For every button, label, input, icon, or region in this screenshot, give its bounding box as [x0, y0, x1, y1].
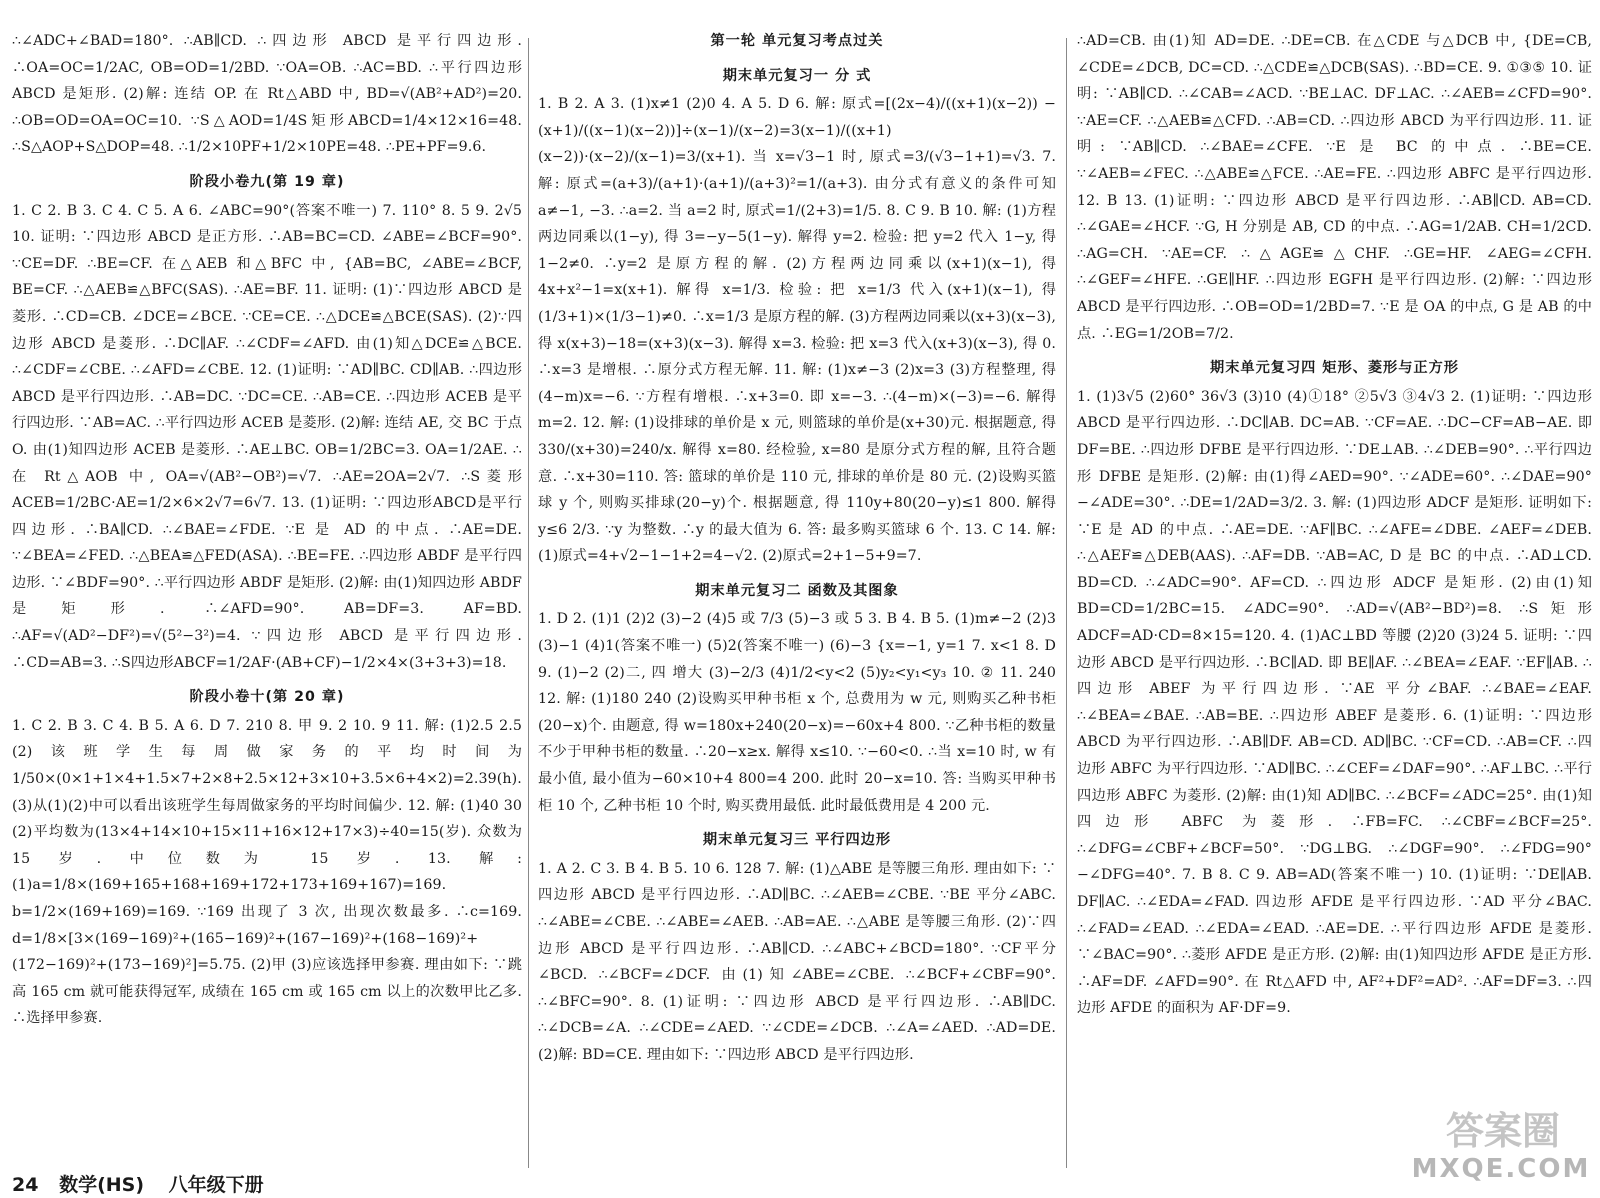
- section-heading: 期末单元复习三 平行四边形: [702, 832, 892, 849]
- section-heading: 期末单元复习一 分 式: [722, 67, 872, 84]
- section-heading: 阶段小卷九(第 19 章): [189, 173, 345, 190]
- column-divider: [1066, 38, 1067, 1168]
- watermark-logo: 答案圈: [1445, 1109, 1560, 1153]
- answer-column-middle: [538, 28, 1056, 1069]
- watermark-site: MXQE.COM: [1411, 1154, 1591, 1184]
- answer-paragraph: ∴AD=CB. 由(1)知 AD=DE. ∴DE=CB. 在△CDE 与△DCB 中, {DE=CB, ∠CDE=∠DCB, DC=CD. ∴△CDE≌△DCB(SAS). ∴BD=CE. 9. ①③⑤ 10. 证明: ∵AB∥CD. ∴∠CAB=∠ACD. ∵BE⊥AC. DF⊥AC. ∴∠AEB=∠CFD=90°. ∵AE=CF. ∴△AEB≌△CFD. ∴AB=CD. ∴四边形 ABCD 为平行四边形. 11. 证明: ∵AB∥CD. ∴∠BAE=∠CFE. ∵E 是 BC 的中点. ∴BE=CE. ∵∠AEB=∠FEC. ∴△ABE≌△FCE. ∴AE=FE. ∴四边形 ABFC 是平行四边形. 12. B 13. (1)证明: ∵四边形 ABCD 是平行四边形. ∴AB∥CD. AB=CD. ∴∠GAE=∠HCF. ∵G, H 分别是 AB, CD 的中点. ∴AG=1/2AB. CH=1/2CD. ∴AG=CH. ∵AE=CF. ∴△AGE≌△CHF. ∴GE=HF. ∠AEG=∠CFH. ∴∠GEF=∠HFE. ∴GE∥HF. ∴四边形 EGFH 是平行四边形. (2)解: ∵四边形 ABCD 是平行四边形. ∴OB=OD=1/2BD=7. ∵E 是 OA 的中点, G 是 AB 的中点. ∴EG=1/2OB=7/2.: [1077, 33, 1592, 342]
- grade-label: 八年级下册: [168, 1174, 264, 1196]
- section-heading: 期末单元复习四 矩形、菱形与正方形: [1210, 360, 1459, 377]
- answer-paragraph: 1. A 2. C 3. B 4. B 5. 10 6. 128 7. 解: (1)△ABE 是等腰三角形. 理由如下: ∵四边形 ABCD 是平行四边形. ∴AD∥BC. ∴∠AEB=∠CBE. ∵BE 平分∠ABC. ∴∠ABE=∠CBE. ∴∠ABE=∠AEB. ∴AB=AE. ∴△ABE 是等腰三角形. (2)∵四边形 ABCD 是平行四边形. ∴AB∥CD. ∴∠ABC+∠BCD=180°. ∵CF平分∠BCD. ∴∠BCF=∠DCF. 由(1)知∠ABE=∠CBE. ∴∠BCF+∠CBF=90°. ∴∠BFC=90°. 8. (1)证明: ∵四边形 ABCD 是平行四边形. ∴AB∥DC. ∴∠DCB=∠A. ∴∠CDE=∠AED. ∵∠CDE=∠DCB. ∴∠A=∠AED. ∴AD=DE. (2)解: BD=CE. 理由如下: ∵四边形 ABCD 是平行四边形.: [538, 860, 1056, 1063]
- answer-paragraph: 1. C 2. B 3. C 4. C 5. A 6. ∠ABC=90°(答案不唯一) 7. 110° 8. 5 9. 2√5 10. 证明: ∵四边形 ABCD 是正方形. ∴AB=BC=CD. ∠ABE=∠BCF=90°. ∵CE=DF. ∴BE=CF. 在△AEB 和△BFC 中, {AB=BC, ∠ABE=∠BCF, BE=CF. ∴△AEB≌△BFC(SAS). ∴AE=BF. 11. 证明: (1)∵四边形 ABCD 是菱形. ∴CD=CB. ∠DCE=∠BCE. ∵CE=CE. ∴△DCE≌△BCE(SAS). (2)∵四边形 ABCD 是菱形. ∴DC∥AF. ∴∠CDF=∠AFD. 由(1)知△DCE≌△BCE. ∴∠CDF=∠CBE. ∴∠AFD=∠CBE. 12. (1)证明: ∵AD∥BC. CD∥AB. ∴四边形 ABCD 是平行四边形. ∴AB=DC. ∵DC=CE. ∴AB=CE. ∴四边形 ACEB 是平行四边形. ∵AB=AC. ∴平行四边形 ACEB 是菱形. (2)解: 连结 AE, 交 BC 于点 O. 由(1)知四边形 ACEB 是菱形. ∴AE⊥BC. OB=1/2BC=3. OA=1/2AE. ∴在 Rt△AOB 中, OA=√(AB²−OB²)=√7. ∴AE=2OA=2√7. ∴S菱形ACEB=1/2BC·AE=1/2×6×2√7=6√7. 13. (1)证明: ∵四边形ABCD是平行四边形. ∴BA∥CD. ∴∠BAE=∠FDE. ∵E 是 AD 的中点. ∴AE=DE. ∵∠BEA=∠FED. ∴△BEA≌△FED(ASA). ∴BE=FE. ∴四边形 ABDF 是平行四边形. ∵∠BDF=90°. ∴平行四边形 ABDF 是矩形. (2)解: 由(1)知四边形 ABDF 是矩形. ∴∠AFD=90°. AB=DF=3. AF=BD. ∴AF=√(AD²−DF²)=√(5²−3²)=4. ∵四边形 ABCD 是平行四边形. ∴CD=AB=3. ∴S四边形ABCF=1/2AF·(AB+CF)−1/2×4×(3+3+3)=18.: [12, 202, 522, 671]
- section-heading: 第一轮 单元复习考点过关: [710, 33, 884, 49]
- answer-paragraph: 1. D 2. (1)1 (2)2 (3)−2 (4)5 或 7/3 (5)−3 或 5 3. B 4. B 5. (1)m≠−2 (2)3 (3)−1 (4)1(答案不唯一) (5)2(答案不唯一) (6)−3 {x=−1, y=1 7. x<1 8. D 9. (1)−2 (2)二, 四 增大 (3)−2/3 (4)1/2<y<2 (5)y₂<y₁<y₃ 10. ② 11. 240 12. 解: (1)180 240 (2)设购买甲种书柜 x 个, 总费用为 w 元, 则购买乙种书柜(20−x)个. 由题意, 得 w=180x+240(20−x)=−60x+4 800. ∵乙种书柜的数量不少于甲种书柜的数量. ∴20−x≥x. 解得 x≤10. ∵−60<0. ∴当 x=10 时, w 有最小值, 最小值为−60×10+4 800=4 200. 此时 20−x=10. 答: 当购买甲种书柜 10 个, 乙种书柜 10 个时, 购买费用最低. 此时最低费用是 4 200 元.: [538, 611, 1056, 814]
- answer-column-left: [12, 28, 522, 1032]
- watermark: [1410, 1108, 1592, 1194]
- answer-paragraph: 1. B 2. A 3. (1)x≠1 (2)0 4. A 5. D 6. 解: 原式=[(2x−4)/((x+1)(x−2)) − (x+1)/((x−1)(x−2))]÷(x−1)/(x−2)=3(x−1)/((x+1)(x−2))·(x−2)/(x−1)=3/(x+1). 当 x=√3−1 时, 原式=3/(√3−1+1)=√3. 7. 解: 原式=(a+3)/(a+1)·(a+1)/(a+3)²=1/(a+3). 由分式有意义的条件可知 a≠−1, −3. ∴a=2. 当 a=2 时, 原式=1/(2+3)=1/5. 8. C 9. B 10. 解: (1)方程两边同乘以(1−y), 得 3=−y−5(1−y). 解得 y=2. 检验: 把 y=2 代入 1−y, 得 1−2≠0. ∴y=2 是原方程的解. (2)方程两边同乘以(x+1)(x−1), 得 4x+x²−1=x(x+1). 解得 x=1/3. 检验: 把 x=1/3 代入(x+1)(x−1), 得 (1/3+1)×(1/3−1)≠0. ∴x=1/3 是原方程的解. (3)方程两边同乘以(x+3)(x−3), 得 x(x+3)−18=(x+3)(x−3). 解得 x=3. 检验: 把 x=3 代入(x+3)(x−3), 得 0. ∴x=3 是增根. ∴原分式方程无解. 11. 解: (1)x≠−3 (2)x=3 (3)方程整理, 得(4−m)x=−6. ∵方程有增根. ∴x+3=0. 即 x=−3. ∴(4−m)×(−3)=−6. 解得 m=2. 12. 解: (1)设排球的单价是 x 元, 则篮球的单价是(x+30)元. 根据题意, 得 330/(x+30)=240/x. 解得 x=80. 经检验, x=80 是原分式方程的解, 且符合题意. ∴x+30=110. 答: 篮球的单价是 110 元, 排球的单价是 80 元. (2)设购买篮球 y 个, 则购买排球(20−y)个. 根据题意, 得 110y+80(20−y)≤1 800. 解得 y≤6 2/3. ∵y 为整数. ∴y 的最大值为 6. 答: 最多购买篮球 6 个. 13. C 14. 解: (1)原式=4+√2−1−1+2=4−√2. (2)原式=2+1−5+9=7.: [538, 96, 1056, 565]
- page-footer: [12, 1170, 264, 1197]
- page-number: 24: [12, 1174, 39, 1196]
- answer-column-right: [1077, 28, 1592, 1022]
- section-heading: 阶段小卷十(第 20 章): [189, 689, 345, 706]
- answer-paragraph: 1. (1)3√5 (2)60° 36√3 (3)10 (4)①18° ②5√3 ③4√3 2. (1)证明: ∵四边形 ABCD 是平行四边形. ∴DC∥AB. DC=AB. ∵CF=AE. ∴DC−CF=AB−AE. 即 DF=BE. ∴四边形 DFBE 是平行四边形. ∵DE⊥AB. ∴∠DEB=90°. ∴平行四边形 DFBE 是矩形. (2)解: 由(1)得∠AED=90°. ∵∠ADE=60°. ∴∠DAE=90°−∠ADE=30°. ∴DE=1/2AD=3/2. 3. 解: (1)四边形 ADCF 是矩形. 证明如下: ∵E 是 AD 的中点. ∴AE=DE. ∵AF∥BC. ∴∠AFE=∠DBE. ∠AEF=∠DEB. ∴△AEF≌△DEB(AAS). ∴AF=DB. ∵AB=AC, D 是 BC 的中点. ∴AD⊥CD. BD=CD. ∴∠ADC=90°. AF=CD. ∴四边形 ADCF 是矩形. (2)由(1)知 BD=CD=1/2BC=15. ∠ADC=90°. ∴AD=√(AB²−BD²)=8. ∴S矩形ADCF=AD·CD=8×15=120. 4. (1)AC⊥BD 等腰 (2)20 (3)24 5. 证明: ∵四边形 ABCD 是平行四边形. ∴BC∥AD. 即 BE∥AF. ∴∠BEA=∠EAF. ∵EF∥AB. ∴四边形 ABEF 为平行四边形. ∵AE 平分∠BAF. ∴∠BAE=∠EAF. ∴∠BEA=∠BAE. ∴AB=BE. ∴四边形 ABEF 是菱形. 6. (1)证明: ∵四边形 ABCD 为平行四边形. ∴AB∥DF. AB=CD. AD∥BC. ∵CF=CD. ∴AB=CF. ∴四边形 ABFC 为平行四边形. ∵AD∥BC. ∴∠CEF=∠DAF=90°. ∴AF⊥BC. ∴平行四边形 ABFC 为菱形. (2)解: 由(1)知 AD∥BC. ∴∠BCF=∠ADC=25°. 由(1)知四边形 ABFC 为菱形. ∴FB=FC. ∴∠CBF=∠BCF=25°. ∴∠DFG=∠CBF+∠BCF=50°. ∵DG⊥BG. ∴∠DGF=90°. ∴∠FDG=90°−∠DFG=40°. 7. B 8. C 9. AB=AD(答案不唯一) 10. (1)证明: ∵DE∥AB. DF∥AC. ∴∠EDA=∠FAD. 四边形 AFDE 是平行四边形. ∵AD 平分∠BAC. ∴∠FAD=∠EAD. ∴∠EDA=∠EAD. ∴AE=DE. ∴平行四边形 AFDE 是菱形. ∵∠BAC=90°. ∴菱形 AFDE 是正方形. (2)解: 由(1)知四边形 AFDE 是正方形. ∴AF=DF. ∠AFD=90°. 在 Rt△AFD 中, AF²+DF²=AD². ∴AF=DF=3. ∴四边形 AFDE 的面积为 AF·DF=9.: [1077, 388, 1592, 1017]
- section-heading: 期末单元复习二 函数及其图象: [695, 582, 899, 599]
- answer-paragraph: ∴∠ADC+∠BAD=180°. ∴AB∥CD. ∴四边形 ABCD 是平行四边形. ∴OA=OC=1/2AC, OB=OD=1/2BD. ∵OA=OB. ∴AC=BD. ∴平行四边形 ABCD 是矩形. (2)解: 连结 OP. 在 Rt△ABD 中, BD=√(AB²+AD²)=20. ∴OB=OD=OA=OC=10. ∵S△AOD=1/4S矩形ABCD=1/4×12×16=48. ∴S△AOP+S△DOP=48. ∴1/2×10PF+1/2×10PE=48. ∴PE+PF=9.6.: [12, 33, 522, 156]
- answer-paragraph: 1. C 2. B 3. C 4. B 5. A 6. D 7. 210 8. 甲 9. 2 10. 9 11. 解: (1)2.5 2.5 (2)该班学生每周做家务的平均时间为1/50×(0×1+1×4+1.5×7+2×8+2.5×12+3×10+3.5×6+4×2)=2.39(h). (3)从(1)(2)中可以看出该班学生每周做家务的平均时间偏少. 12. 解: (1)40 30 (2)平均数为(13×4+14×10+15×11+16×12+17×3)÷40=15(岁). 众数为 15 岁. 中位数为 15 岁. 13. 解: (1)a=1/8×(169+165+168+169+172+173+169+167)=169. b=1/2×(169+169)=169. ∵169 出现了 3 次, 出现次数最多. ∴c=169. d=1/8×[3×(169−169)²+(165−169)²+(167−169)²+(168−169)²+(172−169)²+(173−169)²]=5.75. (2)甲 (3)应该选择甲参赛. 理由如下: ∵跳高 165 cm 就可能获得冠军, 成绩在 165 cm 或 165 cm 以上的次数甲比乙多. ∴选择甲参赛.: [12, 717, 522, 1027]
- subject-label: 数学(HS): [59, 1174, 145, 1196]
- column-divider: [528, 38, 529, 1168]
